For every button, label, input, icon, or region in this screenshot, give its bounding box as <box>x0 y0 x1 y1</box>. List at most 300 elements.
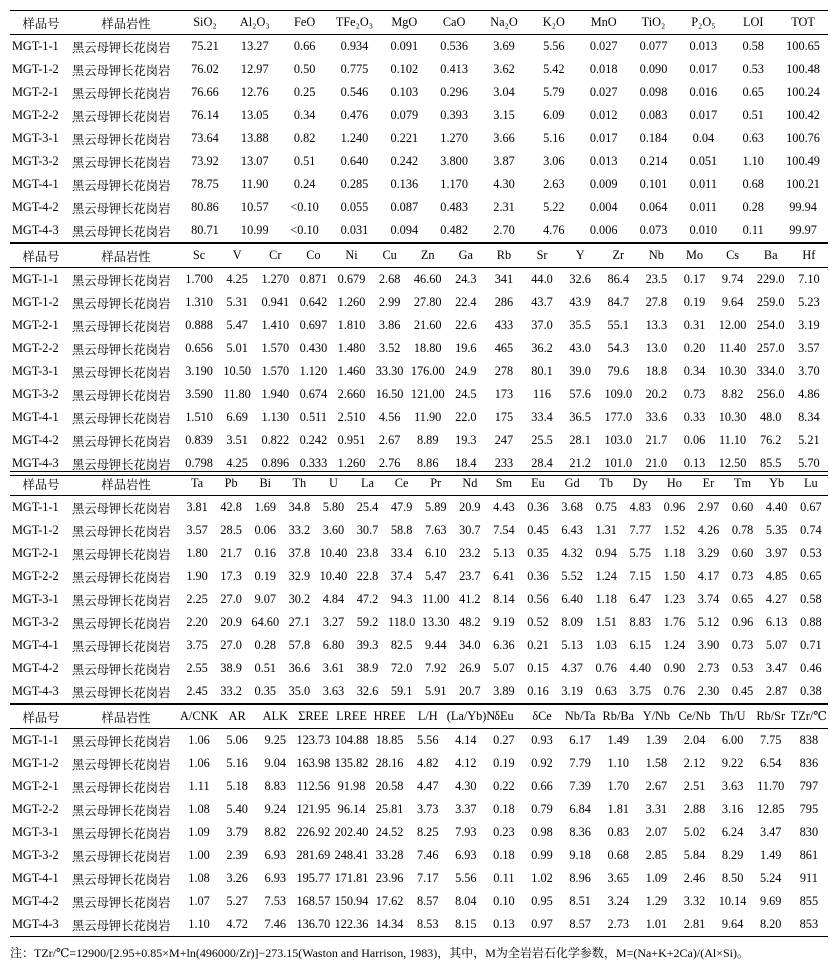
value-cell: 4.84 <box>322 592 345 606</box>
table-row <box>10 383 828 406</box>
value-cell: 8.82 <box>264 825 287 839</box>
value-cell: 2.25 <box>186 592 208 606</box>
value-cell: 1.260 <box>337 295 366 309</box>
header-row <box>10 244 828 268</box>
value-cell: 0.640 <box>340 154 369 168</box>
value-cell: 0.82 <box>293 131 316 145</box>
sample-id-cell: MGT-2-1 <box>12 779 59 793</box>
value-cell: 8.25 <box>416 825 439 839</box>
value-cell: 1.270 <box>261 272 290 286</box>
value-cell: 0.36 <box>527 500 549 514</box>
column-header: Pb <box>214 472 248 496</box>
value-cell: 4.76 <box>529 219 579 243</box>
value-cell: 11.70 <box>757 779 785 793</box>
table-row <box>10 890 828 913</box>
value-cell: 0.483 <box>440 200 468 214</box>
value-cell: 836 <box>799 756 819 770</box>
value-cell: 0.23 <box>493 825 515 839</box>
value-cell: 10.40 <box>319 546 348 560</box>
lithology-cell: 黑云母钾长花岗岩 <box>72 872 171 887</box>
value-cell: 0.242 <box>390 154 419 168</box>
value-cell: 36.5 <box>569 410 591 424</box>
table-row <box>10 35 828 59</box>
value-cell: 229.0 <box>756 272 785 286</box>
value-cell: 22.8 <box>356 569 379 583</box>
value-cell: 0.012 <box>589 108 618 122</box>
lithology-cell: 黑云母钾长花岗岩 <box>72 662 171 677</box>
column-header: (La/Yb)N <box>447 705 485 729</box>
value-cell: 23.2 <box>459 546 481 560</box>
value-cell: 5.18 <box>226 779 248 793</box>
value-cell: 7.53 <box>264 894 287 908</box>
value-cell: 10.40 <box>319 569 348 583</box>
value-cell: 286 <box>494 295 514 309</box>
value-cell: 0.476 <box>340 108 369 122</box>
value-cell: 20.2 <box>645 387 668 401</box>
value-cell: 3.63 <box>721 779 744 793</box>
value-cell: 3.57 <box>186 523 208 537</box>
value-cell: 2.76 <box>371 452 409 476</box>
value-cell: 177.0 <box>604 410 633 424</box>
value-cell: 85.5 <box>752 452 790 476</box>
value-cell: 0.679 <box>337 272 366 286</box>
value-cell: 6.41 <box>493 569 515 583</box>
value-cell: 0.11 <box>493 871 515 885</box>
value-cell: 247 <box>494 433 514 447</box>
table-row <box>10 104 828 127</box>
value-cell: 4.40 <box>765 500 788 514</box>
column-header: TFe₂O₃ <box>330 11 380 35</box>
value-cell: 1.270 <box>440 131 468 145</box>
sample-id-cell: MGT-3-1 <box>12 592 59 606</box>
value-cell: 2.70 <box>479 219 529 243</box>
value-cell: 1.130 <box>261 410 290 424</box>
value-cell: 254.0 <box>756 318 785 332</box>
value-cell: 1.08 <box>188 871 210 885</box>
value-cell: 176.00 <box>410 364 445 378</box>
lithology-cell: 黑云母钾长花岗岩 <box>72 803 171 818</box>
column-header: ALK <box>256 705 294 729</box>
value-cell: 7.75 <box>759 733 782 747</box>
value-cell: 12.00 <box>718 318 747 332</box>
column-header: Ni <box>332 244 370 268</box>
value-cell: 5.70 <box>790 452 828 476</box>
header-row <box>10 11 828 35</box>
value-cell: 0.17 <box>683 272 706 286</box>
value-cell: 1.10 <box>607 756 630 770</box>
column-header: Gd <box>555 472 589 496</box>
column-header: Rb/Sr <box>752 705 790 729</box>
value-cell: 0.68 <box>607 848 630 862</box>
value-cell: 0.71 <box>800 638 822 652</box>
value-cell: 1.52 <box>663 523 686 537</box>
trace-element-table-1 <box>10 243 828 476</box>
column-header: MgO <box>379 11 429 35</box>
value-cell: 80.71 <box>180 219 230 243</box>
value-cell: 9.18 <box>569 848 591 862</box>
value-cell: 1.460 <box>337 364 366 378</box>
value-cell: 22.4 <box>455 295 477 309</box>
value-cell: 34.0 <box>459 638 481 652</box>
value-cell: 163.98 <box>296 756 331 770</box>
column-header: Co <box>294 244 332 268</box>
value-cell: 0.079 <box>390 108 419 122</box>
value-cell: 0.66 <box>293 39 316 53</box>
value-cell: 116 <box>533 387 552 401</box>
value-cell: 3.15 <box>493 108 515 122</box>
value-cell: 2.55 <box>186 661 208 675</box>
sample-id-cell: MGT-4-1 <box>12 871 59 885</box>
table-row <box>10 314 828 337</box>
value-cell: 8.34 <box>798 410 820 424</box>
value-cell: 259.0 <box>756 295 785 309</box>
value-cell: 8.51 <box>569 894 591 908</box>
table-row <box>10 657 828 680</box>
sample-id-cell: MGT-4-3 <box>10 913 72 937</box>
table-row <box>10 196 828 219</box>
value-cell: 0.016 <box>689 85 718 99</box>
value-cell: 41.2 <box>459 592 481 606</box>
value-cell: 57.6 <box>569 387 591 401</box>
value-cell: 6.54 <box>759 756 782 770</box>
value-cell: 0.31 <box>683 318 706 332</box>
value-cell: 7.15 <box>629 569 652 583</box>
value-cell: 0.27 <box>493 733 515 747</box>
value-cell: 830 <box>799 825 819 839</box>
column-header: Ho <box>657 472 691 496</box>
value-cell: 0.009 <box>589 177 618 191</box>
value-cell: 3.81 <box>186 500 208 514</box>
value-cell: 38.9 <box>356 661 379 675</box>
column-header: L/H <box>409 705 447 729</box>
value-cell: 3.47 <box>765 661 788 675</box>
value-cell: 0.33 <box>683 410 706 424</box>
column-header: MnO <box>579 11 629 35</box>
value-cell: 0.16 <box>254 546 277 560</box>
value-cell: 1.80 <box>186 546 208 560</box>
value-cell: 27.80 <box>413 295 442 309</box>
value-cell: 9.07 <box>254 592 277 606</box>
lithology-cell: 黑云母钾长花岗岩 <box>72 109 171 124</box>
value-cell: 33.2 <box>214 680 248 704</box>
value-cell: 43.7 <box>531 295 553 309</box>
value-cell: 5.01 <box>226 341 248 355</box>
value-cell: 33.4 <box>531 410 553 424</box>
value-cell: 0.221 <box>390 131 419 145</box>
value-cell: 0.06 <box>683 433 706 447</box>
value-cell: 19.3 <box>455 433 477 447</box>
table-row <box>10 127 828 150</box>
column-header: Sr <box>523 244 561 268</box>
value-cell: 27.8 <box>645 295 668 309</box>
value-cell: 1.03 <box>595 638 617 652</box>
sample-id-cell: MGT-1-2 <box>12 756 59 770</box>
value-cell: 0.285 <box>340 177 369 191</box>
value-cell: 3.73 <box>416 802 439 816</box>
value-cell: 1.240 <box>340 131 369 145</box>
lithology-cell: 黑云母钾长花岗岩 <box>72 780 171 795</box>
value-cell: 3.37 <box>455 802 477 816</box>
value-cell: 72.0 <box>390 661 413 675</box>
value-cell: 0.96 <box>731 615 754 629</box>
column-header: Hf <box>790 244 828 268</box>
value-cell: 0.656 <box>185 341 213 355</box>
value-cell: 0.25 <box>293 85 316 99</box>
lithology-cell: 黑云母钾长花岗岩 <box>72 155 171 170</box>
value-cell: 3.32 <box>683 894 706 908</box>
value-cell: 0.15 <box>527 661 549 675</box>
column-header: A/CNK <box>180 705 218 729</box>
value-cell: 43.0 <box>569 341 591 355</box>
lithology-cell: 黑云母钾长花岗岩 <box>72 826 171 841</box>
sample-id-cell: MGT-4-3 <box>10 680 72 704</box>
lithology-cell: 黑云母钾长花岗岩 <box>72 757 171 772</box>
lithology-cell: 黑云母钾长花岗岩 <box>72 434 171 449</box>
value-cell: 3.97 <box>765 546 788 560</box>
value-cell: 0.242 <box>299 433 328 447</box>
value-cell: 76.02 <box>191 62 219 76</box>
value-cell: 2.04 <box>683 733 706 747</box>
value-cell: 0.04 <box>692 131 715 145</box>
column-header: U <box>316 472 350 496</box>
value-cell: 10.14 <box>718 894 747 908</box>
table-row <box>10 729 828 753</box>
lithology-cell: 黑云母钾长花岗岩 <box>72 40 171 55</box>
table-row <box>10 798 828 821</box>
column-header: 样品号 <box>10 705 72 729</box>
value-cell: 9.64 <box>721 295 744 309</box>
sample-id-cell: MGT-3-2 <box>12 848 59 862</box>
value-cell: 37.4 <box>390 569 413 583</box>
value-cell: 47.9 <box>390 500 413 514</box>
value-cell: 0.94 <box>595 546 617 560</box>
value-cell: 91.98 <box>337 779 366 793</box>
value-cell: 44.0 <box>531 272 553 286</box>
table-row <box>10 588 828 611</box>
value-cell: 0.094 <box>379 219 429 243</box>
column-header: δCe <box>523 705 561 729</box>
value-cell: 24.5 <box>455 387 477 401</box>
value-cell: 121.95 <box>296 802 331 816</box>
column-header: δEu <box>485 705 523 729</box>
value-cell: 3.27 <box>322 615 345 629</box>
lithology-cell: 黑云母钾长花岗岩 <box>72 411 171 426</box>
value-cell: 4.83 <box>629 500 652 514</box>
table-row <box>10 360 828 383</box>
value-cell: 24.3 <box>455 272 477 286</box>
value-cell: 48.0 <box>759 410 782 424</box>
value-cell: 2.39 <box>226 848 248 862</box>
value-cell: 1.01 <box>637 913 675 937</box>
value-cell: 0.19 <box>493 756 515 770</box>
value-cell: 2.88 <box>683 802 706 816</box>
value-cell: 1.23 <box>663 592 686 606</box>
value-cell: 4.82 <box>416 756 439 770</box>
column-header: Lu <box>794 472 828 496</box>
value-cell: 11.90 <box>414 410 442 424</box>
lithology-cell: 黑云母钾长花岗岩 <box>72 501 171 516</box>
value-cell: 25.4 <box>356 500 379 514</box>
column-header: 样品号 <box>10 244 72 268</box>
column-header: LOI <box>728 11 778 35</box>
value-cell: 5.79 <box>543 85 565 99</box>
value-cell: 0.56 <box>527 592 549 606</box>
value-cell: 37.0 <box>531 318 553 332</box>
value-cell: 2.73 <box>599 913 637 937</box>
value-cell: 3.69 <box>493 39 515 53</box>
value-cell: 123.73 <box>296 733 331 747</box>
value-cell: 1.570 <box>261 364 290 378</box>
value-cell: 20.58 <box>375 779 404 793</box>
value-cell: 0.18 <box>493 802 515 816</box>
lithology-cell: 黑云母钾长花岗岩 <box>72 201 171 216</box>
value-cell: 13.27 <box>240 39 269 53</box>
value-cell: 3.26 <box>226 871 248 885</box>
value-cell: 11.10 <box>718 433 747 447</box>
value-cell: 5.23 <box>798 295 820 309</box>
sample-id-cell: MGT-3-2 <box>12 387 59 401</box>
value-cell: 1.11 <box>188 779 210 793</box>
value-cell: 0.951 <box>337 433 366 447</box>
value-cell: 55.1 <box>607 318 630 332</box>
value-cell: 32.9 <box>288 569 311 583</box>
value-cell: 76.2 <box>759 433 782 447</box>
value-cell: 0.66 <box>531 779 553 793</box>
value-cell: 5.13 <box>561 638 583 652</box>
value-cell: 46.60 <box>413 272 442 286</box>
column-header: AR <box>218 705 256 729</box>
value-cell: 13.05 <box>240 108 269 122</box>
value-cell: 21.7 <box>645 433 668 447</box>
value-cell: 3.19 <box>798 318 820 332</box>
value-cell: 0.087 <box>390 200 419 214</box>
value-cell: 4.30 <box>493 177 515 191</box>
value-cell: 0.34 <box>683 364 706 378</box>
value-cell: 7.10 <box>798 272 820 286</box>
value-cell: 9.25 <box>264 733 287 747</box>
value-cell: 1.170 <box>440 177 468 191</box>
value-cell: 3.68 <box>561 500 583 514</box>
value-cell: 0.011 <box>689 200 717 214</box>
sample-id-cell: MGT-2-1 <box>12 85 59 99</box>
lithology-cell: 黑云母钾长花岗岩 <box>72 616 171 631</box>
value-cell: 38.9 <box>220 661 242 675</box>
value-cell: 76.14 <box>191 108 219 122</box>
value-cell: 3.79 <box>226 825 248 839</box>
value-cell: 0.011 <box>689 177 717 191</box>
value-cell: 3.87 <box>493 154 515 168</box>
value-cell: 33.30 <box>375 364 404 378</box>
value-cell: 11.00 <box>422 592 450 606</box>
table-row <box>10 634 828 657</box>
value-cell: 0.53 <box>742 62 764 76</box>
value-cell: 13.30 <box>421 615 450 629</box>
value-cell: 0.60 <box>731 546 754 560</box>
value-cell: 100.24 <box>786 85 820 99</box>
value-cell: 100.49 <box>786 154 820 168</box>
value-cell: 0.22 <box>493 779 515 793</box>
value-cell: 0.934 <box>340 39 369 53</box>
value-cell: 9.44 <box>424 638 447 652</box>
value-cell: 20.7 <box>453 680 487 704</box>
value-cell: 0.296 <box>440 85 468 99</box>
value-cell: 0.92 <box>531 756 553 770</box>
value-cell: 8.86 <box>409 452 447 476</box>
value-cell: 0.214 <box>639 154 668 168</box>
value-cell: 0.51 <box>742 108 764 122</box>
value-cell: 2.51 <box>683 779 706 793</box>
value-cell: 0.697 <box>299 318 328 332</box>
value-cell: 5.16 <box>543 131 565 145</box>
value-cell: 37.8 <box>288 546 311 560</box>
lithology-cell: 黑云母钾长花岗岩 <box>72 219 180 243</box>
value-cell: 0.482 <box>429 219 479 243</box>
value-cell: 104.88 <box>334 733 369 747</box>
value-cell: 5.56 <box>416 733 439 747</box>
value-cell: 8.20 <box>752 913 790 937</box>
value-cell: 7.54 <box>493 523 515 537</box>
column-header: Cu <box>371 244 409 268</box>
value-cell: 1.49 <box>607 733 630 747</box>
value-cell: 7.46 <box>416 848 439 862</box>
value-cell: 5.47 <box>424 569 447 583</box>
value-cell: 6.24 <box>721 825 744 839</box>
column-header: Rb <box>485 244 523 268</box>
value-cell: 8.50 <box>721 871 744 885</box>
column-header: Sc <box>180 244 218 268</box>
value-cell: 0.58 <box>800 592 822 606</box>
column-header: Er <box>691 472 725 496</box>
value-cell: 103.0 <box>604 433 633 447</box>
sample-id-cell: MGT-3-1 <box>12 131 59 145</box>
value-cell: 30.2 <box>288 592 311 606</box>
value-cell: 0.013 <box>689 39 718 53</box>
value-cell: 0.74 <box>800 523 822 537</box>
value-cell: 13.0 <box>645 341 668 355</box>
value-cell: 0.97 <box>523 913 561 937</box>
value-cell: 0.098 <box>639 85 668 99</box>
value-cell: 0.51 <box>254 661 277 675</box>
value-cell: 0.11 <box>728 219 778 243</box>
column-header: La <box>351 472 385 496</box>
value-cell: 2.97 <box>697 500 720 514</box>
lithology-cell: 黑云母钾长花岗岩 <box>72 680 180 704</box>
value-cell: 33.6 <box>645 410 668 424</box>
value-cell: 4.30 <box>455 779 477 793</box>
table-row <box>10 913 828 937</box>
value-cell: 1.09 <box>645 871 668 885</box>
value-cell: 80.86 <box>191 200 219 214</box>
value-cell: 0.88 <box>800 615 822 629</box>
value-cell: 30.7 <box>356 523 379 537</box>
value-cell: 2.73 <box>697 661 720 675</box>
lithology-cell: 黑云母钾长花岗岩 <box>72 570 171 585</box>
value-cell: 27.0 <box>220 592 242 606</box>
value-cell: 3.61 <box>322 661 345 675</box>
value-cell: 18.80 <box>413 341 442 355</box>
value-cell: 3.60 <box>322 523 345 537</box>
value-cell: 0.21 <box>527 638 549 652</box>
value-cell: 911 <box>799 871 818 885</box>
sample-id-cell: MGT-1-1 <box>12 39 59 53</box>
value-cell: 33.4 <box>390 546 413 560</box>
value-cell: 0.76 <box>595 661 617 675</box>
lithology-cell: 黑云母钾长花岗岩 <box>72 342 171 357</box>
lithology-cell: 黑云母钾长花岗岩 <box>72 734 171 749</box>
sample-id-cell: MGT-4-1 <box>12 410 59 424</box>
column-header: Th/U <box>714 705 752 729</box>
value-cell: 3.590 <box>185 387 213 401</box>
